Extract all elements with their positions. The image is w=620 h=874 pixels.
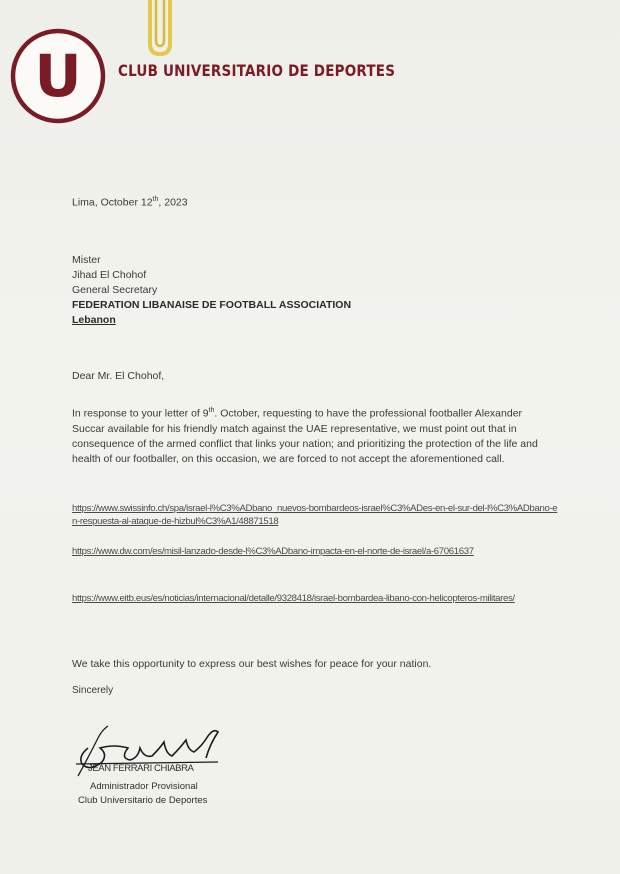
greeting: Dear Mr. El Chohof, <box>72 370 165 382</box>
club-logo-icon <box>10 28 106 124</box>
reference-link-swissinfo[interactable]: https://www.swissinfo.ch/spa/israel-l%C3%ADbano_nuevos-bombardeos-israel%C3%ADes-en-el-sur-del-l%C3%ADbano-en-respuesta-al-ataque-de-hizbul%C3%A1/48871518 <box>72 503 558 527</box>
recipient-country: Lebanon <box>72 314 116 326</box>
logo-letter: U <box>34 42 82 110</box>
recipient-block <box>72 253 351 328</box>
letter-body: In response to your letter of 9th. October, requesting to have the professional footballer Alexander Succar available for his friendly match against the UAE representative, we must point out that in consequence of the armed conflict that links your nation; and prioritizing the protection of the life and health of our footballer, on this occasion, we are forced to not accept the aforementioned call. <box>72 407 538 466</box>
recipient-organization: FEDERATION LIBANAISE DE FOOTBALL ASSOCIATION <box>72 299 352 311</box>
signer-role: Administrador Provisional <box>90 781 198 792</box>
recipient-name: Jihad El Chohof <box>72 269 147 281</box>
recipient-title: Mister <box>72 254 101 266</box>
club-name: CLUB UNIVERSITARIO DE DEPORTES <box>118 62 396 81</box>
closing-sentence: We take this opportunity to express our best wishes for peace for your nation. <box>72 658 432 670</box>
recipient-position: General Secretary <box>72 284 158 296</box>
reference-link-eitb[interactable]: https://www.eitb.eus/es/noticias/internacional/detalle/9328418/israel-bombardea-libano-con-helicopteros-militares/ <box>72 593 515 604</box>
signer-name: JEAN FERRARI CHIABRA <box>88 763 194 774</box>
letter-date: Lima, October 12th, 2023 <box>72 196 188 209</box>
reference-link-dw[interactable]: https://www.dw.com/es/misil-lanzado-desde-l%C3%ADbano-impacta-en-el-norte-de-israel/a-67061637 <box>72 546 474 557</box>
signer-organization: Club Universitario de Deportes <box>78 795 208 806</box>
sincerely: Sincerely <box>72 685 114 696</box>
paper-clip-icon <box>142 0 178 58</box>
